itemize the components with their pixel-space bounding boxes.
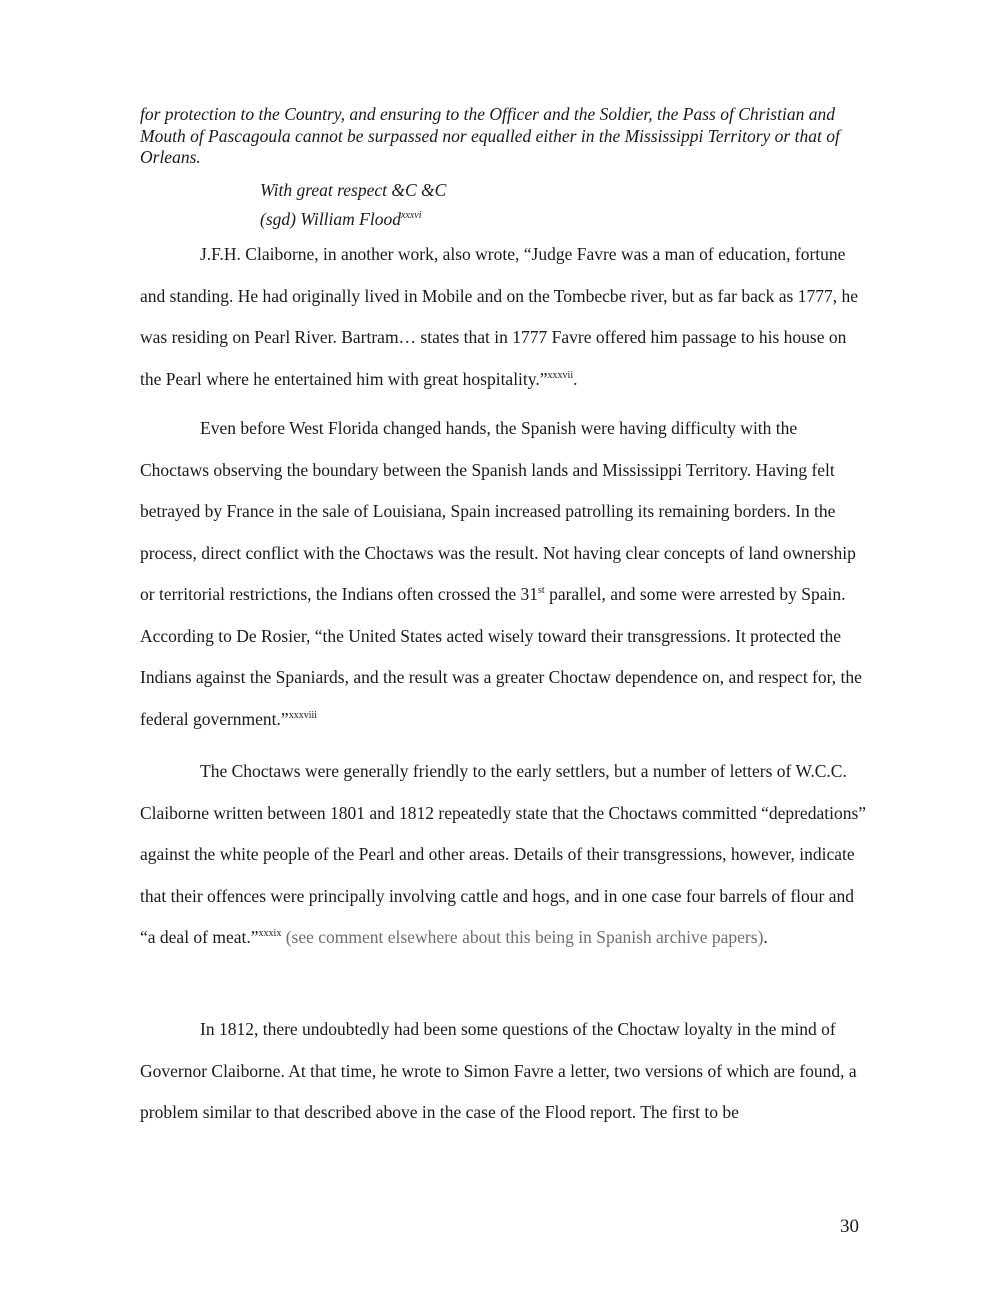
paragraph-text: In 1812, there undoubtedly had been some questions of the Choctaw loyalty in the mind of Governor Claiborne. At that time, he wrote to Simon Favre a letter, two versions of which are found, a problem similar to that described above in the case of the Flood report. The first to be [140,1019,857,1122]
footnote-marker: xxxvii [547,369,574,381]
closing-text: With great respect &C &C [260,180,447,200]
footnote-marker: xxxvi [400,210,422,222]
body-paragraph [140,1009,868,1134]
quoted-letter-text [140,104,872,169]
paragraph-text: Even before West Florida changed hands, the Spanish were having difficulty with the Choctaws observing the boundary between the Spanish lands and Mississippi Territory. Having felt betrayed by France in the sale of Louisiana, Spain increased patrolling its remaining borders. In the process, direct conflict with the Choctaws was the result. Not having clear concepts of land ownership or territorial restrictions, the Indians often crossed the 31 [140,418,856,604]
footnote-marker: xxxviii [288,709,318,721]
body-paragraph [140,408,868,740]
paragraph-end: . [763,927,768,947]
page-number: 30 [840,1216,859,1237]
body-paragraph [140,751,868,959]
letter-signature [260,209,422,230]
paragraph-end: . [573,368,578,389]
footnote-marker: xxxix [258,928,282,940]
quote-text: for protection to the Country, and ensuring to the Officer and the Soldier, the Pass of Christian and Mouth of Pascagoula cannot be surpassed nor equalled either in the Mississippi Territory or that of Orleans. [140,104,840,167]
editor-comment: (see comment elsewhere about this being in Spanish archive papers) [281,927,764,947]
ordinal-suffix: st [538,585,545,597]
letter-closing [260,180,446,201]
signature-text: (sgd) William Flood [260,209,401,229]
paragraph-text: The Choctaws were generally friendly to the early settlers, but a number of letters of W.C.C. Claiborne written between 1801 and 1812 repeatedly state that the Choctaws committed “depredations” against the white people of the Pearl and other areas. Details of their transgressions, however, indicate that their offences were principally involving cattle and hogs, and in one case four barrels of flour and “a deal of meat.” [140,761,867,947]
paragraph-text-cont: parallel, and some were arrested by Spain. According to De Rosier, “the United States acted wisely toward their transgressions. It protected the Indians against the Spaniards, and the result was a greater Choctaw dependence on, and respect for, the federal government.” [140,584,862,729]
body-paragraph [140,234,868,400]
paragraph-text: J.F.H. Claiborne, in another work, also wrote, “Judge Favre was a man of education, fortune and standing. He had originally lived in Mobile and on the Tombecbe river, but as far back as 1777, he was residing on Pearl River. Bartram… states that in 1777 Favre offered him passage to his house on the Pearl where he entertained him with great hospitality.” [140,244,858,389]
